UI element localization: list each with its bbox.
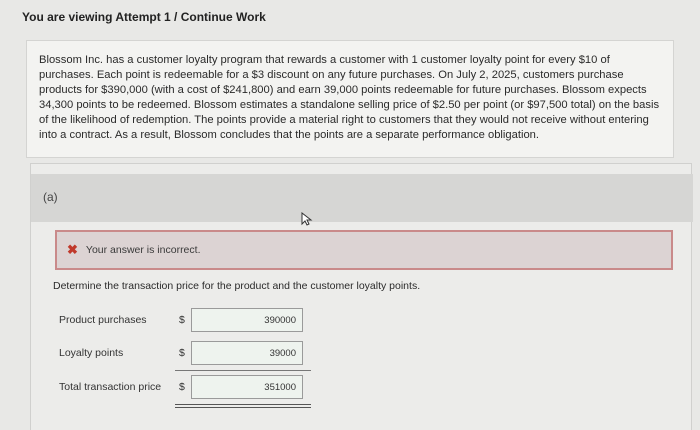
total-transaction-price-row <box>59 375 319 401</box>
question-instruction: Determine the transaction price for the product and the customer loyalty points. <box>53 280 421 292</box>
part-header-bar <box>31 174 693 222</box>
attempt-header[interactable]: You are viewing Attempt 1 / Continue Work <box>22 10 266 24</box>
loyalty-points-label: Loyalty points <box>59 347 124 359</box>
error-message: Your answer is incorrect. <box>85 244 201 256</box>
loyalty-points-input[interactable] <box>191 341 303 365</box>
total-double-underline <box>175 404 311 408</box>
part-a-panel <box>30 163 692 430</box>
subtotal-underline <box>175 370 311 371</box>
currency-symbol: $ <box>179 314 185 326</box>
total-transaction-price-input[interactable] <box>191 375 303 399</box>
product-purchases-row <box>59 308 319 334</box>
product-purchases-label: Product purchases <box>59 314 147 326</box>
currency-symbol: $ <box>179 347 185 359</box>
total-transaction-price-label: Total transaction price <box>59 381 162 393</box>
loyalty-points-row <box>59 341 319 367</box>
problem-statement <box>26 40 674 158</box>
part-label: (a) <box>43 190 58 204</box>
currency-symbol: $ <box>179 381 185 393</box>
x-mark-icon: ✖ <box>67 242 78 257</box>
mouse-pointer-icon <box>301 212 313 226</box>
error-banner <box>55 230 673 270</box>
product-purchases-input[interactable] <box>191 308 303 332</box>
problem-text: Blossom Inc. has a customer loyalty program that rewards a customer with 1 customer loyalty point for every $10 of purchases. Each point is redeemable for a $3 discount on any future purchases. On July 2, 2025, customers purchase products for $390,000 (with a cost of $241,800) and earn 39,000 points redeemable for future purchases. Blossom expects 34,300 points to be redeemed. Blossom estimates a standalone selling price of $2.50 per point (or $97,500 total) on the basis of the likelihood of redemption. The points provide a material right to customers that they would not receive without entering into a contract. As a result, Blossom concludes that the points are a separate performance obligation. <box>39 54 660 141</box>
